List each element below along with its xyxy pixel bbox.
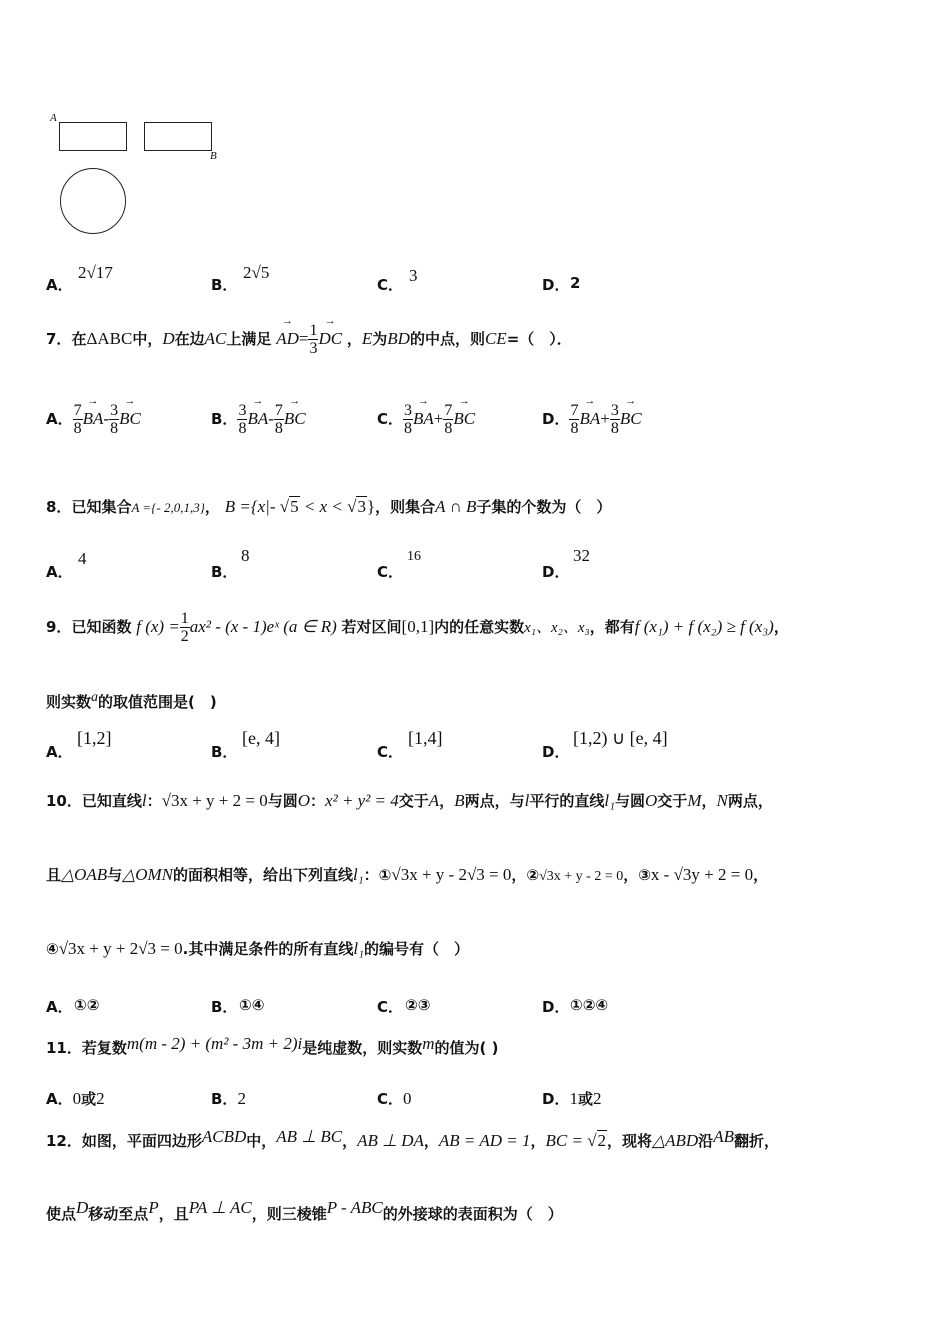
q9-number: 9． xyxy=(46,618,72,636)
q9-option-d-label: D． xyxy=(542,743,570,761)
q10-math: O xyxy=(297,791,311,810)
q11-option-value: 1 xyxy=(569,1089,578,1108)
q11-option-label: D． xyxy=(542,1090,570,1108)
q11-option-value: 0 xyxy=(403,1089,412,1108)
q12-text: ， xyxy=(530,1132,546,1150)
q9-var-a: a xyxy=(91,690,99,705)
frac-num: 3 xyxy=(404,402,413,419)
q10-math: A xyxy=(428,791,440,810)
q7-vector-ad: → AD xyxy=(276,329,299,349)
q9-option-b-value: [e, 4] xyxy=(242,728,280,748)
q7-option-a xyxy=(46,402,141,437)
q10-circle-equation: x² + y² = 4 xyxy=(325,791,399,810)
q11-option-a xyxy=(46,1088,105,1109)
frac-num: 3 xyxy=(238,402,247,419)
figure-label-a: A xyxy=(50,112,57,124)
q12-text: 如图，平面四边形 xyxy=(81,1132,202,1150)
q10-candidate-1: √3x + y - 2√3 = 0 xyxy=(391,865,512,884)
vector: → BC xyxy=(453,409,475,429)
q12-text: ， xyxy=(342,1132,358,1150)
q7-vector-dc: → DC xyxy=(318,329,342,349)
q7-text: 上满足 xyxy=(226,330,272,348)
q7-math: E xyxy=(361,329,373,348)
q10-option-a-label: A． xyxy=(46,998,73,1016)
q11-text: 若复数 xyxy=(81,1039,127,1057)
q11-option-label: B． xyxy=(211,1090,238,1108)
q9-text: 已知函数 xyxy=(71,618,132,636)
q10-stem-line2 xyxy=(46,864,768,885)
q10-text: 已知直线 xyxy=(81,792,142,810)
q10-candidate-4: √3x + y + 2√3 = 0 xyxy=(58,939,183,958)
q10-math: △OAB xyxy=(61,865,108,884)
figure-label-b: B xyxy=(210,150,217,162)
q8-option-d-value: 32 xyxy=(573,546,590,565)
q6-option-a-label: A． xyxy=(46,276,73,294)
q10-math: l₁ xyxy=(353,939,364,958)
q10-text: 两点， xyxy=(727,792,773,810)
vector: → BA xyxy=(579,409,600,429)
q12-condition: AB ⊥ BC xyxy=(276,1127,343,1146)
q10-math: l₁ xyxy=(353,865,364,884)
q10-candidate-2: √3x + y - 2 = 0 xyxy=(539,869,624,884)
q12-number: 12． xyxy=(46,1132,82,1150)
q9-stem xyxy=(46,610,789,645)
q12-text: 沿 xyxy=(698,1132,714,1150)
q8-text: ，则集合 xyxy=(375,498,436,516)
q9-option-d-value: [1,2) ∪ [e, 4] xyxy=(573,728,668,748)
q10-text: 的面积相等，给出下列直线 xyxy=(173,866,354,884)
q7-option-label: D． xyxy=(542,410,570,428)
operator: - xyxy=(103,409,110,428)
q9-text: ，都有 xyxy=(589,618,635,636)
q11-option-c xyxy=(377,1088,412,1109)
q9-option-c-label: C． xyxy=(377,743,404,761)
q10-text: .其中满足条件的所有直线 xyxy=(182,940,354,958)
q7-math: = xyxy=(298,329,309,348)
q10-option-c-value: ②③ xyxy=(405,996,431,1014)
q11-option-d xyxy=(542,1088,601,1109)
frac-den: 8 xyxy=(110,420,119,437)
q12-text: ， xyxy=(423,1132,439,1150)
q7-math: AC xyxy=(204,329,227,348)
q7-text: 中， xyxy=(132,330,163,348)
q10-math: l₁ xyxy=(604,791,615,810)
q8-option-b-value: 8 xyxy=(241,546,250,565)
frac-num: 7 xyxy=(444,402,453,419)
q10-text: 交于 xyxy=(398,792,429,810)
q7-option-c xyxy=(377,402,475,437)
q10-text: ，③ xyxy=(623,866,651,884)
q11-option-value: 0 xyxy=(72,1089,82,1108)
q9-option-b-label: B． xyxy=(211,743,238,761)
q10-text: 与 xyxy=(107,866,123,884)
q7-text: 在 xyxy=(71,330,87,348)
q10-math: B xyxy=(454,791,465,810)
q12-text: 使点 xyxy=(46,1205,77,1223)
vector: → BA xyxy=(247,409,268,429)
q8-text: ， xyxy=(204,498,220,516)
q11-var-m: m xyxy=(422,1034,435,1053)
frac-den: 8 xyxy=(444,420,453,437)
q10-text: 两点，与 xyxy=(464,792,525,810)
q11-text: 的值为( ) xyxy=(434,1039,499,1057)
q12-math: P xyxy=(148,1198,159,1217)
q7-number: 7． xyxy=(46,330,72,348)
q6-option-b-value: 2√5 xyxy=(243,263,270,282)
q11-expression: m(m - 2) + (m² - 3m + 2)i xyxy=(126,1034,303,1053)
figure-rect-right xyxy=(144,122,212,151)
q6-option-c-value: 3 xyxy=(409,266,418,285)
q8-set-b: < x < xyxy=(299,497,348,516)
q7-math: CE xyxy=(484,329,507,348)
frac-den: 8 xyxy=(274,420,283,437)
q7-option-d xyxy=(542,402,642,437)
operator: + xyxy=(600,409,610,428)
q10-line-equation: √3x + y + 2 = 0 xyxy=(161,791,268,810)
q10-text: 与圆 xyxy=(615,792,646,810)
q12-stem: 12．如图，平面四边形ACBD中，AB ⊥ BC，AB ⊥ DA，AB = AD = 1，BC = √2，现将△ABD沿AB翻折， xyxy=(46,1127,779,1150)
q7-stem xyxy=(46,322,572,357)
figure-circle xyxy=(60,168,126,234)
q12-text: ，则三棱锥 xyxy=(251,1205,327,1223)
q9-option-a-value: [1,2] xyxy=(77,728,112,748)
q10-text: 的编号有（ ） xyxy=(363,940,469,958)
q8-option-b-label: B． xyxy=(211,563,238,581)
operator: - xyxy=(268,409,274,428)
q11-option-or: 或 xyxy=(81,1090,97,1108)
q10-math: N xyxy=(716,791,728,810)
q8-intersection: A ∩ B xyxy=(435,497,477,516)
q12-condition: BC = xyxy=(545,1131,588,1150)
q7-text: 的中点，则 xyxy=(409,330,485,348)
q11-number: 11． xyxy=(46,1039,82,1057)
frac-num: 7 xyxy=(274,402,283,419)
q9-inequality: f (x₁) + f (x₂) ≥ f (x₃) xyxy=(634,617,774,636)
q12-text: 中， xyxy=(246,1132,277,1150)
q10-option-c-label: C． xyxy=(377,998,404,1016)
q10-math: O xyxy=(645,791,658,810)
q8-number: 8． xyxy=(46,498,72,516)
q10-text: ④ xyxy=(46,940,59,958)
q6-option-d-label: D． xyxy=(542,276,570,294)
q9-option-c-value: [1,4] xyxy=(408,728,443,748)
q10-math: l xyxy=(141,791,147,810)
q11-option-value: 2 xyxy=(96,1089,105,1108)
q9-text: 若对区间 xyxy=(341,618,402,636)
q10-option-d-value: ①②④ xyxy=(570,996,609,1014)
q6-option-b-label: B． xyxy=(211,276,238,294)
frac-den: 8 xyxy=(404,420,413,437)
q11-option-b xyxy=(211,1088,246,1109)
q12-math: D xyxy=(76,1198,89,1217)
frac-den: 2 xyxy=(180,628,189,645)
q7-text: 在边 xyxy=(174,330,205,348)
q12-condition: PA ⊥ AC xyxy=(188,1198,252,1217)
q8-option-d-label: D． xyxy=(542,563,570,581)
q9-text: ， xyxy=(773,618,789,636)
q8-sqrt5: 5 xyxy=(290,497,299,516)
q8-sqrt3: 3 xyxy=(357,497,366,516)
q10-text: 交于 xyxy=(657,792,688,810)
vector: → BC xyxy=(284,409,306,429)
q10-text: 平行的直线 xyxy=(529,792,605,810)
q10-stem xyxy=(46,790,773,811)
q12-text: ，且 xyxy=(158,1205,189,1223)
vector: → BC xyxy=(119,409,141,429)
q11-stem xyxy=(46,1034,498,1058)
q10-candidate-3: x - √3y + 2 = 0 xyxy=(650,865,754,884)
q10-text: ， xyxy=(439,792,455,810)
q7-math: BD xyxy=(387,329,410,348)
q10-text: ：① xyxy=(363,866,392,884)
q8-set-b: B ={x|- xyxy=(224,497,280,516)
q10-option-b-value: ①④ xyxy=(239,996,265,1014)
frac-num: 1 xyxy=(180,610,189,627)
frac-den: 8 xyxy=(238,420,247,437)
q7-text: ， xyxy=(346,330,362,348)
q9-interval: [0,1] xyxy=(401,617,435,636)
q9-variables: x₁、x₂、x₃ xyxy=(524,620,590,636)
q7-option-label: A． xyxy=(46,410,73,428)
q11-option-value: 2 xyxy=(592,1089,602,1108)
q7-frac-den: 3 xyxy=(309,340,318,357)
q12-sqrt2: 2 xyxy=(597,1131,607,1150)
q8-option-c-label: C． xyxy=(377,563,404,581)
q9-function: f (x) = xyxy=(136,617,180,636)
frac-den: 8 xyxy=(570,420,579,437)
frac-num: 7 xyxy=(73,402,82,419)
q12-condition: AB ⊥ DA xyxy=(357,1131,424,1150)
q10-text: ， xyxy=(701,792,717,810)
q12-math: ACBD xyxy=(201,1127,247,1146)
frac-num: 7 xyxy=(570,402,579,419)
q11-option-or: 或 xyxy=(577,1090,593,1108)
frac-den: 8 xyxy=(73,420,82,437)
q10-math: M xyxy=(687,791,702,810)
q12-math: △ABD xyxy=(652,1131,699,1150)
q7-frac-num: 1 xyxy=(309,322,318,339)
q8-set-b: } xyxy=(366,497,376,516)
q9-option-a-label: A． xyxy=(46,743,73,761)
operator: + xyxy=(433,409,444,428)
q10-number: 10． xyxy=(46,792,82,810)
frac-num: 3 xyxy=(110,402,119,419)
q10-option-b-label: B． xyxy=(211,998,238,1016)
q8-option-a-value: 4 xyxy=(78,549,87,568)
q6-option-c-label: C． xyxy=(377,276,404,294)
vector: → BA xyxy=(83,409,104,429)
q12-text: ，现将 xyxy=(607,1132,653,1150)
figure-rect-left xyxy=(59,122,127,151)
vector: → BC xyxy=(620,409,642,429)
q7-option-b xyxy=(211,402,306,437)
q11-option-label: A． xyxy=(46,1090,73,1108)
q7-option-label: C． xyxy=(377,410,404,428)
q8-text: 子集的个数为（ ） xyxy=(476,498,612,516)
vector: → BA xyxy=(413,409,434,429)
q7-math: D xyxy=(162,329,175,348)
q10-text: ， xyxy=(753,866,769,884)
q12-text: 移动至点 xyxy=(88,1205,149,1223)
q10-math: l xyxy=(524,791,530,810)
q10-text: ，② xyxy=(511,866,540,884)
q9-function: ax² - (x - 1)eˣ (a ∈ R) xyxy=(189,617,337,636)
q10-stem-line3 xyxy=(46,938,469,959)
q11-option-label: C． xyxy=(377,1090,404,1108)
q6-option-d-value: 2 xyxy=(570,274,581,292)
q8-option-c-value: 16 xyxy=(407,549,421,564)
q8-text: 已知集合 xyxy=(71,498,132,516)
q10-option-a-value: ①② xyxy=(74,996,100,1014)
q12-stem-line2 xyxy=(46,1198,563,1224)
q9-stem-line2 xyxy=(46,690,217,712)
q8-stem: 8．已知集合A ={- 2,0,1,3}， B ={x|- √5 < x < √3}，则集合A ∩ B子集的个数为（ ） xyxy=(46,497,612,516)
q12-math: P - ABC xyxy=(326,1198,383,1217)
q8-set-a: A ={- 2,0,1,3} xyxy=(131,500,205,515)
q7-math: ΔABC xyxy=(86,329,133,348)
q12-math: AB xyxy=(713,1127,734,1146)
q7-text: =（ ）． xyxy=(506,330,572,348)
q10-text: ： xyxy=(146,792,162,810)
frac-den: 8 xyxy=(610,420,619,437)
frac-num: 3 xyxy=(610,402,619,419)
q9-text: 则实数 xyxy=(46,693,92,711)
q12-text: 翻折， xyxy=(733,1132,779,1150)
q6-option-a-value: 2√17 xyxy=(78,263,113,282)
q9-text: 内的任意实数 xyxy=(434,618,525,636)
q8-option-a-label: A． xyxy=(46,563,73,581)
q11-option-value: 2 xyxy=(237,1089,246,1108)
q10-math: △OMN xyxy=(122,865,174,884)
q10-text: ： xyxy=(310,792,326,810)
q7-option-label: B． xyxy=(211,410,238,428)
q12-text: 的外接球的表面积为（ ） xyxy=(382,1205,563,1223)
q11-text: 是纯虚数，则实数 xyxy=(302,1039,423,1057)
q10-option-d-label: D． xyxy=(542,998,570,1016)
q12-condition: AB = AD = 1 xyxy=(438,1131,531,1150)
q10-text: 且 xyxy=(46,866,62,884)
q10-text: 与圆 xyxy=(267,792,298,810)
q7-text: 为 xyxy=(372,330,388,348)
q7-fraction xyxy=(308,322,318,357)
q9-text: 的取值范围是( ) xyxy=(98,693,217,711)
